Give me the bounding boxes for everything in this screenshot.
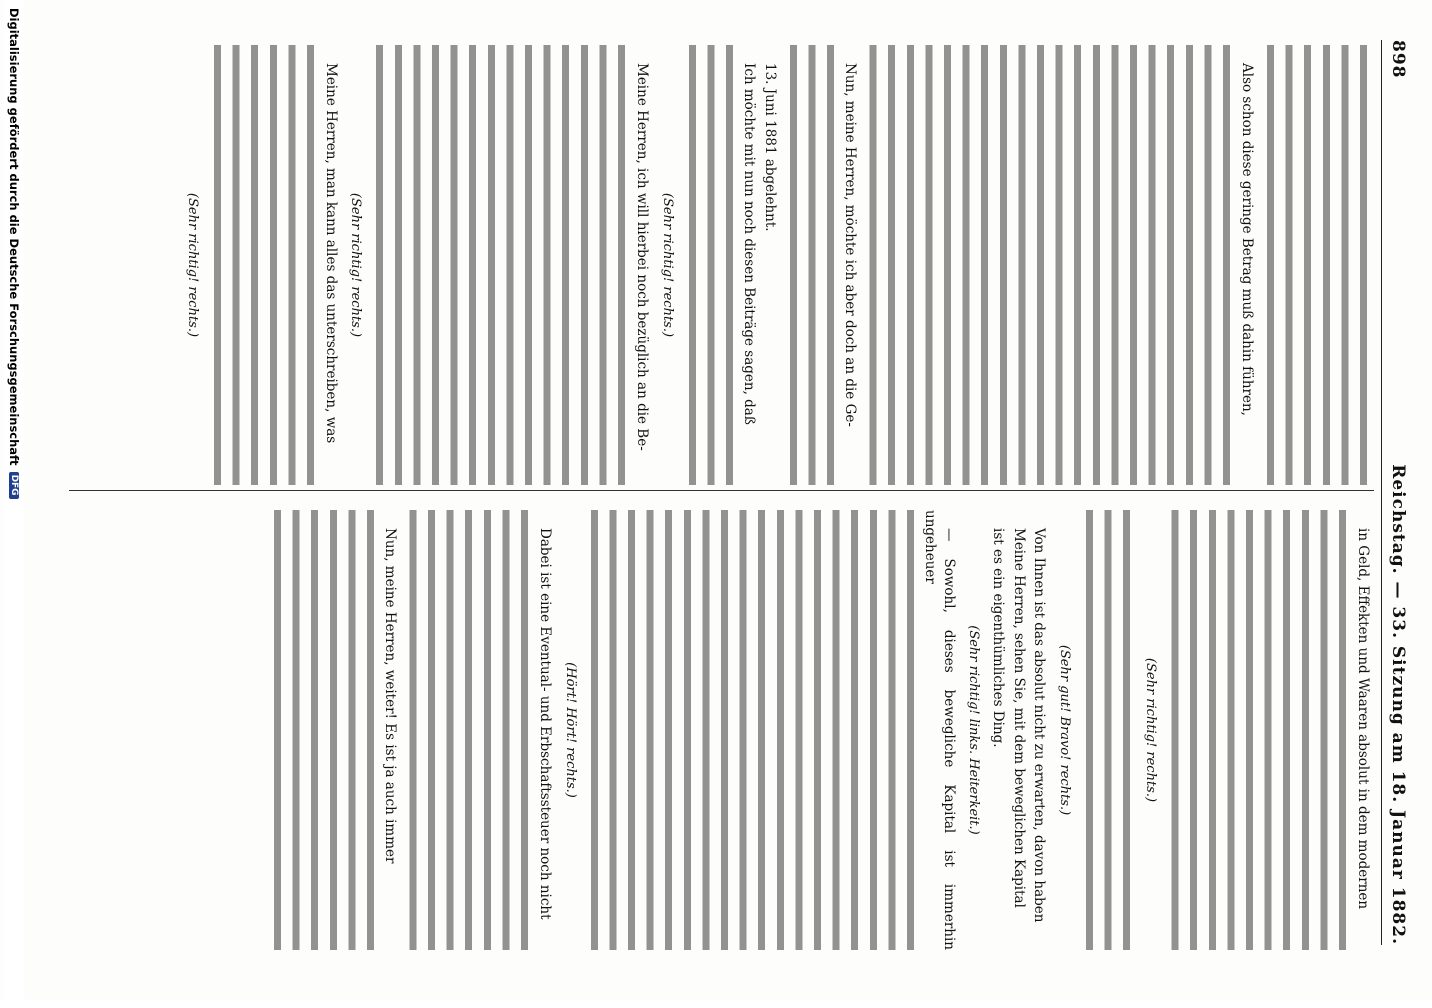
paragraph-start: Dabei ist eine Eventual- und Erbschaftssteuer noch nicht: [537, 528, 554, 920]
illegible-text-block: [267, 510, 379, 950]
paragraph-start: Nun, meine Herren, möchte ich aber doch an die Ge-: [842, 63, 859, 427]
illegible-text-block: [1260, 45, 1372, 485]
left-column: [72, 45, 1372, 485]
paragraph-start: Von Ihnen ist das absolut nicht zu erwarten, davon haben: [1031, 528, 1048, 923]
page-title: Reichstag. — 33. Sitzung am 18. Januar 1882.: [1388, 464, 1408, 945]
paragraph-start: Nun, meine Herren, weiter! Es ist ja auch immer: [382, 528, 399, 864]
illegible-text-block: [1079, 510, 1135, 950]
illegible-text-block: [585, 510, 919, 950]
paragraph-start: — Sowohl, dieses bewegliche Kapital ist immerhin ungeheuer: [922, 510, 957, 950]
paragraph-line: ist es ein eigenthümliches Ding.: [990, 528, 1007, 748]
illegible-text-block: [682, 45, 738, 485]
paragraph-start: Meine Herren, sehen Sie, mit dem beweglichen Kapital: [1010, 528, 1027, 908]
illegible-text-block: [863, 45, 1235, 485]
illegible-text-block: [207, 45, 319, 485]
interjection: (Hört! Hört! rechts.): [562, 662, 578, 798]
illegible-text-block: [403, 510, 533, 950]
interjection: (Sehr richtig! rechts.): [185, 192, 201, 338]
illegible-text-block: [783, 45, 839, 485]
digitization-credit: [4, 0, 24, 1008]
paragraph-line: 13. Juni 1881 abgelehnt.: [761, 63, 778, 232]
paragraph-start: Meine Herren, man kann alles das unterschreiben, was: [322, 63, 339, 444]
column-divider: [69, 490, 1374, 491]
right-column: [72, 510, 1372, 950]
illegible-text-block: [370, 45, 630, 485]
interjection: (Sehr gut! Bravo! rechts.): [1056, 644, 1072, 816]
paragraph-start: in Geld, Effekten und Waaren absolut in dem modernen: [1355, 528, 1371, 910]
interjection: (Sehr richtig! rechts.): [1143, 657, 1159, 803]
paragraph-start: Also schon diese geringe Betrag muß dahin führen,: [1239, 63, 1255, 416]
interjection: (Sehr richtig! links. Heiterkeit.): [966, 625, 982, 835]
illegible-text-block: [1165, 510, 1351, 950]
page-number: 898: [1388, 40, 1408, 79]
interjection: (Sehr richtig! rechts.): [659, 192, 675, 338]
head-rule: [1381, 40, 1382, 945]
interjection: (Sehr richtig! rechts.): [348, 192, 364, 338]
paragraph-start: Ich möchte mit nun noch diesen Beiträge sagen, daß: [741, 63, 758, 425]
credit-text: Digitalisierung gefördert durch die Deutsche Forschungsgemeinschaft: [7, 8, 21, 466]
running-head: [1386, 40, 1410, 945]
paragraph-start: Meine Herren, ich will hierbei noch bezüglich an die Be-: [634, 63, 651, 451]
dfg-logo-icon: DFG: [9, 472, 19, 499]
